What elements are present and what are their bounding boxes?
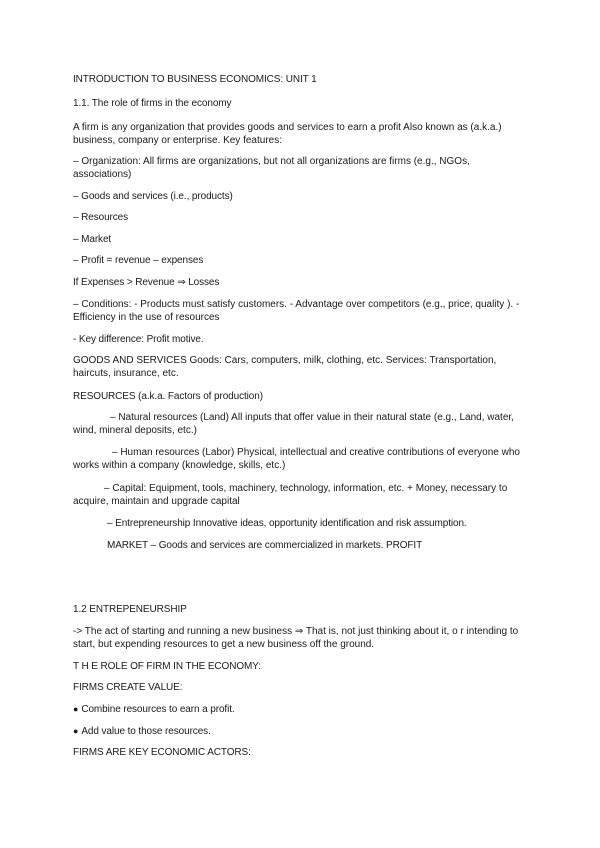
document-title: INTRODUCTION TO BUSINESS ECONOMICS: UNIT 1: [73, 74, 317, 85]
conditions: – Conditions: - Products must satisfy customers. - Advantage over competitors (e.g., price, quality ). - Efficiency in the use of resources: [73, 299, 520, 323]
section-heading-1-2: 1.2 ENTREPENEURSHIP: [73, 604, 187, 615]
entrepreneurship-resource: – Entrepreneurship Innovative ideas, opportunity identification and risk assumption.: [107, 518, 467, 529]
feature-profit: – Profit = revenue – expenses: [73, 255, 204, 266]
firm-definition: A firm is any organization that provides goods and services to earn a profit Also known as (a.k.a.) business, company or enterprise. Key features:: [73, 122, 502, 146]
bullet-combine-resources: ● Combine resources to earn a profit.: [73, 703, 235, 716]
entrepreneurship-definition: -> The act of starting and running a new business ⇒ That is, not just thinking about it, o r intending to start, but expending resources to get a new business off the ground.: [73, 626, 519, 650]
natural-resources: – Natural resources (Land) All inputs that offer value in their natural state (e.g., Land, water, wind, mineral deposits, etc.): [73, 412, 514, 436]
role-of-firm-heading: T H E ROLE OF FIRM IN THE ECONOMY:: [73, 661, 261, 672]
capital-resource: – Capital: Equipment, tools, machinery, technology, information, etc. + Money, necessary to acquire, maintain and upgrade capital: [73, 483, 508, 507]
losses-rule: If Expenses > Revenue ⇒ Losses: [73, 277, 220, 288]
feature-organization: – Organization: All firms are organizations, but not all organizations are firms (e.g., NGOs, associations): [73, 156, 470, 180]
feature-resources: – Resources: [73, 212, 129, 223]
section-heading-1-1: 1.1. The role of firms in the economy: [73, 98, 232, 109]
market-profit: MARKET – Goods and services are commercialized in markets. PROFIT: [107, 540, 423, 551]
firms-create-value-heading: FIRMS CREATE VALUE:: [73, 682, 183, 693]
bullet-add-value: ● Add value to those resources.: [73, 725, 211, 738]
feature-market: – Market: [73, 234, 112, 245]
resources-heading: RESOURCES (a.k.a. Factors of production): [73, 391, 263, 402]
goods-and-services: GOODS AND SERVICES Goods: Cars, computers, milk, clothing, etc. Services: Transportation, haircuts, insurance, etc.: [73, 355, 497, 379]
feature-goods-services: – Goods and services (i.e., products): [73, 191, 233, 202]
firms-key-actors-heading: FIRMS ARE KEY ECONOMIC ACTORS:: [73, 747, 251, 758]
key-difference: - Key difference: Profit motive.: [73, 334, 204, 345]
human-resources: – Human resources (Labor) Physical, intellectual and creative contributions of everyone who works within a company (knowledge, skills, etc.): [73, 447, 520, 471]
